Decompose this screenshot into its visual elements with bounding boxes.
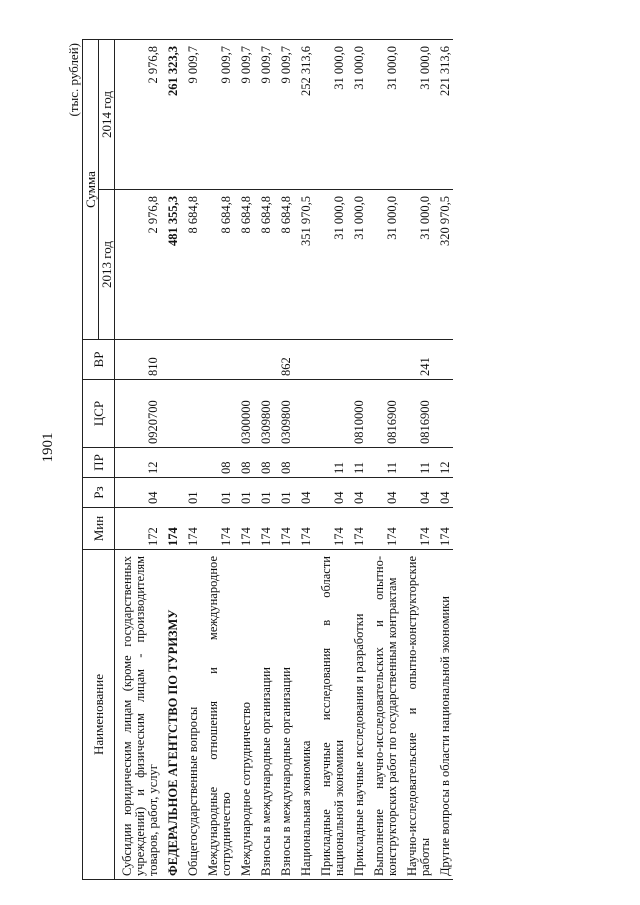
header-rz: Рз xyxy=(83,478,115,508)
row-pr xyxy=(181,448,201,478)
header-vr: ВР xyxy=(83,340,115,380)
row-vr xyxy=(201,340,234,380)
row-vr: 241 xyxy=(400,340,433,380)
row-rz: 04 xyxy=(115,478,162,508)
row-rz: 04 xyxy=(367,478,400,508)
row-name: Научно-исследовательские и опытно-конструкторские работы xyxy=(400,550,433,880)
page-number: 1901 xyxy=(40,432,56,463)
row-sum-2013: 31 000,0 xyxy=(347,190,367,340)
header-min: Мин xyxy=(83,508,115,550)
row-vr xyxy=(433,340,453,380)
row-min: 174 xyxy=(400,508,433,550)
row-csr: 0816900 xyxy=(400,380,433,448)
row-sum-2013: 481 355,3 xyxy=(161,190,181,340)
row-min: 174 xyxy=(274,508,294,550)
row-pr: 12 xyxy=(115,448,162,478)
row-sum-2013: 8 684,8 xyxy=(234,190,254,340)
row-pr: 11 xyxy=(400,448,433,478)
row-pr: 08 xyxy=(201,448,234,478)
row-sum-2014: 261 323,3 xyxy=(161,40,181,190)
row-pr xyxy=(161,448,181,478)
row-min: 174 xyxy=(181,508,201,550)
row-rz: 01 xyxy=(201,478,234,508)
row-name: Выполнение научно-исследовательских и опытно-конструкторских работ по государственным контрактам xyxy=(367,550,400,880)
budget-table xyxy=(82,39,453,880)
row-sum-2014: 9 009,7 xyxy=(181,40,201,190)
row-min: 174 xyxy=(314,508,347,550)
table-row xyxy=(294,40,314,880)
row-csr: 0300000 xyxy=(234,380,254,448)
row-csr: 0309800 xyxy=(254,380,274,448)
row-pr: 08 xyxy=(234,448,254,478)
row-pr: 08 xyxy=(274,448,294,478)
row-min: 172 xyxy=(115,508,162,550)
row-rz: 04 xyxy=(314,478,347,508)
row-csr: 0920700 xyxy=(115,380,162,448)
row-pr xyxy=(294,448,314,478)
row-sum-2014: 252 313,6 xyxy=(294,40,314,190)
row-name: Международное сотрудничество xyxy=(234,550,254,880)
header-2013: 2013 год xyxy=(99,190,115,340)
table-row xyxy=(433,40,453,880)
row-csr xyxy=(201,380,234,448)
row-min: 174 xyxy=(254,508,274,550)
table-row xyxy=(161,40,181,880)
row-sum-2013: 351 970,5 xyxy=(294,190,314,340)
row-sum-2014: 2 976,8 xyxy=(115,40,162,190)
row-rz: 01 xyxy=(274,478,294,508)
row-rz: 01 xyxy=(254,478,274,508)
row-vr xyxy=(254,340,274,380)
row-name: Национальная экономика xyxy=(294,550,314,880)
row-vr xyxy=(294,340,314,380)
row-csr xyxy=(161,380,181,448)
row-rz: 04 xyxy=(294,478,314,508)
row-name: Прикладные научные исследования и разработки xyxy=(347,550,367,880)
row-name: Общегосударственные вопросы xyxy=(181,550,201,880)
rotated-content xyxy=(40,15,600,880)
row-sum-2013: 8 684,8 xyxy=(201,190,234,340)
row-min: 174 xyxy=(367,508,400,550)
row-sum-2013: 320 970,5 xyxy=(433,190,453,340)
table-row xyxy=(181,40,201,880)
row-name: Взносы в международные организации xyxy=(254,550,274,880)
row-sum-2014: 221 313,6 xyxy=(433,40,453,190)
row-sum-2014: 9 009,7 xyxy=(254,40,274,190)
row-pr: 11 xyxy=(347,448,367,478)
row-vr xyxy=(181,340,201,380)
row-csr xyxy=(294,380,314,448)
header-csr: ЦСР xyxy=(83,380,115,448)
row-vr: 862 xyxy=(274,340,294,380)
row-vr: 810 xyxy=(115,340,162,380)
row-csr: 0810000 xyxy=(347,380,367,448)
row-vr xyxy=(314,340,347,380)
row-name: ФЕДЕРАЛЬНОЕ АГЕНТСТВО ПО ТУРИЗМУ xyxy=(161,550,181,880)
row-sum-2013: 8 684,8 xyxy=(181,190,201,340)
row-sum-2014: 9 009,7 xyxy=(201,40,234,190)
row-sum-2014: 31 000,0 xyxy=(347,40,367,190)
row-sum-2013: 8 684,8 xyxy=(254,190,274,340)
row-rz xyxy=(161,478,181,508)
row-vr xyxy=(234,340,254,380)
row-vr xyxy=(161,340,181,380)
row-sum-2013: 31 000,0 xyxy=(367,190,400,340)
row-csr: 0309800 xyxy=(274,380,294,448)
row-pr: 08 xyxy=(254,448,274,478)
row-sum-2014: 31 000,0 xyxy=(400,40,433,190)
header-sum: Сумма xyxy=(83,40,99,340)
row-vr xyxy=(367,340,400,380)
row-rz: 01 xyxy=(181,478,201,508)
row-min: 174 xyxy=(161,508,181,550)
table-row xyxy=(201,40,234,880)
table-row xyxy=(367,40,400,880)
header-name: Наименование xyxy=(83,550,115,880)
table-row xyxy=(115,40,162,880)
units-note: (тыс. рублей) xyxy=(66,43,81,117)
row-sum-2014: 31 000,0 xyxy=(314,40,347,190)
table-row xyxy=(400,40,433,880)
row-min: 174 xyxy=(294,508,314,550)
row-pr: 11 xyxy=(367,448,400,478)
row-name: Международные отношения и международное сотрудничество xyxy=(201,550,234,880)
row-sum-2014: 9 009,7 xyxy=(234,40,254,190)
row-min: 174 xyxy=(347,508,367,550)
row-sum-2014: 31 000,0 xyxy=(367,40,400,190)
row-name: Другие вопросы в области национальной экономики xyxy=(433,550,453,880)
table-row xyxy=(254,40,274,880)
row-rz: 04 xyxy=(347,478,367,508)
table-row xyxy=(274,40,294,880)
row-csr xyxy=(181,380,201,448)
row-pr: 11 xyxy=(314,448,347,478)
row-vr xyxy=(347,340,367,380)
row-csr: 0816900 xyxy=(367,380,400,448)
header-pr: ПР xyxy=(83,448,115,478)
row-pr: 12 xyxy=(433,448,453,478)
row-sum-2013: 8 684,8 xyxy=(274,190,294,340)
table-header xyxy=(83,40,115,880)
header-2014: 2014 год xyxy=(99,40,115,190)
row-rz: 04 xyxy=(433,478,453,508)
row-name: Субсидии юридическим лицам (кроме государственных учреждений) и физическим лицам - производителям товаров, работ, услуг xyxy=(115,550,162,880)
row-name: Взносы в международные организации xyxy=(274,550,294,880)
row-min: 174 xyxy=(201,508,234,550)
table-row xyxy=(234,40,254,880)
table-row xyxy=(314,40,347,880)
row-min: 174 xyxy=(234,508,254,550)
row-min: 174 xyxy=(433,508,453,550)
row-rz: 04 xyxy=(400,478,433,508)
row-sum-2013: 2 976,8 xyxy=(115,190,162,340)
row-sum-2014: 9 009,7 xyxy=(274,40,294,190)
row-sum-2013: 31 000,0 xyxy=(400,190,433,340)
row-csr xyxy=(314,380,347,448)
row-name: Прикладные научные исследования в области национальной экономики xyxy=(314,550,347,880)
row-csr xyxy=(433,380,453,448)
row-sum-2013: 31 000,0 xyxy=(314,190,347,340)
row-rz: 01 xyxy=(234,478,254,508)
table-row xyxy=(347,40,367,880)
table-body xyxy=(115,40,454,880)
